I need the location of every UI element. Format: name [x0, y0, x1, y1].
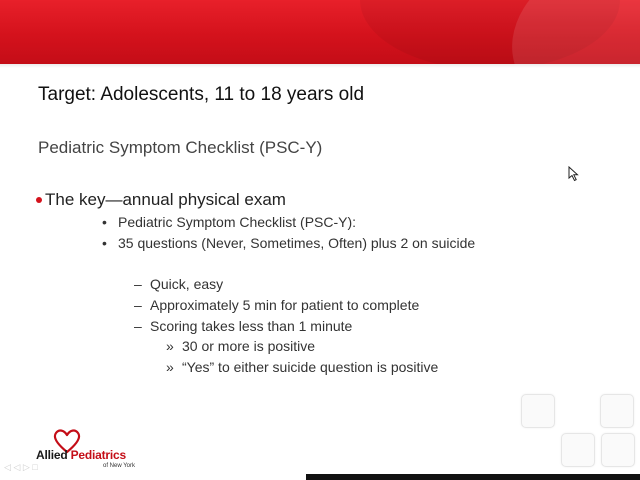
key-point	[36, 190, 286, 210]
chevron-double-icon: »	[166, 359, 174, 375]
list-item-text: Scoring takes less than 1 minute	[150, 318, 353, 334]
slide-title: Target: Adolescents, 11 to 18 years old	[38, 84, 365, 105]
decorative-square	[521, 394, 555, 428]
logo-tagline: of New York	[103, 463, 136, 469]
decorative-square	[600, 394, 634, 428]
list-item-text: Pediatric Symptom Checklist (PSC-Y):	[118, 214, 357, 230]
list-item-text: 30 or more is positive	[182, 338, 316, 354]
mouse-cursor-icon	[568, 166, 580, 182]
bullet-icon: •	[102, 235, 107, 251]
list-item	[134, 318, 353, 334]
list-item-text: 35 questions (Never, Sometimes, Often) plus 2 on suicide	[118, 235, 476, 251]
red-bullet-icon	[36, 197, 42, 203]
logo-wordmark	[36, 448, 126, 462]
list-item	[134, 297, 420, 313]
list-item-text: Approximately 5 min for patient to complete	[150, 297, 420, 313]
dash-icon: –	[134, 318, 142, 334]
list-item-text: Quick, easy	[150, 276, 224, 292]
chevron-double-icon: »	[166, 338, 174, 354]
logo-word-pediatrics: Pediatrics	[70, 448, 126, 462]
banner-shadow	[0, 64, 640, 68]
list-item	[134, 276, 224, 292]
decorative-square	[561, 433, 595, 467]
list-item	[166, 338, 316, 354]
list-item-text: “Yes” to either suicide question is positive	[182, 359, 439, 375]
bullet-icon: •	[102, 214, 107, 230]
list-item	[166, 359, 439, 375]
allied-pediatrics-logo	[30, 428, 140, 474]
logo-word-allied: Allied	[36, 448, 68, 462]
top-banner	[0, 0, 640, 64]
slide-subtitle: Pediatric Symptom Checklist (PSC-Y)	[38, 138, 323, 157]
list-item	[102, 235, 476, 251]
dash-icon: –	[134, 276, 142, 292]
dash-icon: –	[134, 297, 142, 313]
key-point-text: The key—annual physical exam	[45, 190, 286, 209]
slide-nav-controls[interactable]: ◁ ◁ ▷ □	[4, 462, 38, 472]
bottom-bar	[306, 474, 640, 480]
decorative-square	[601, 433, 635, 467]
list-item	[102, 214, 357, 230]
